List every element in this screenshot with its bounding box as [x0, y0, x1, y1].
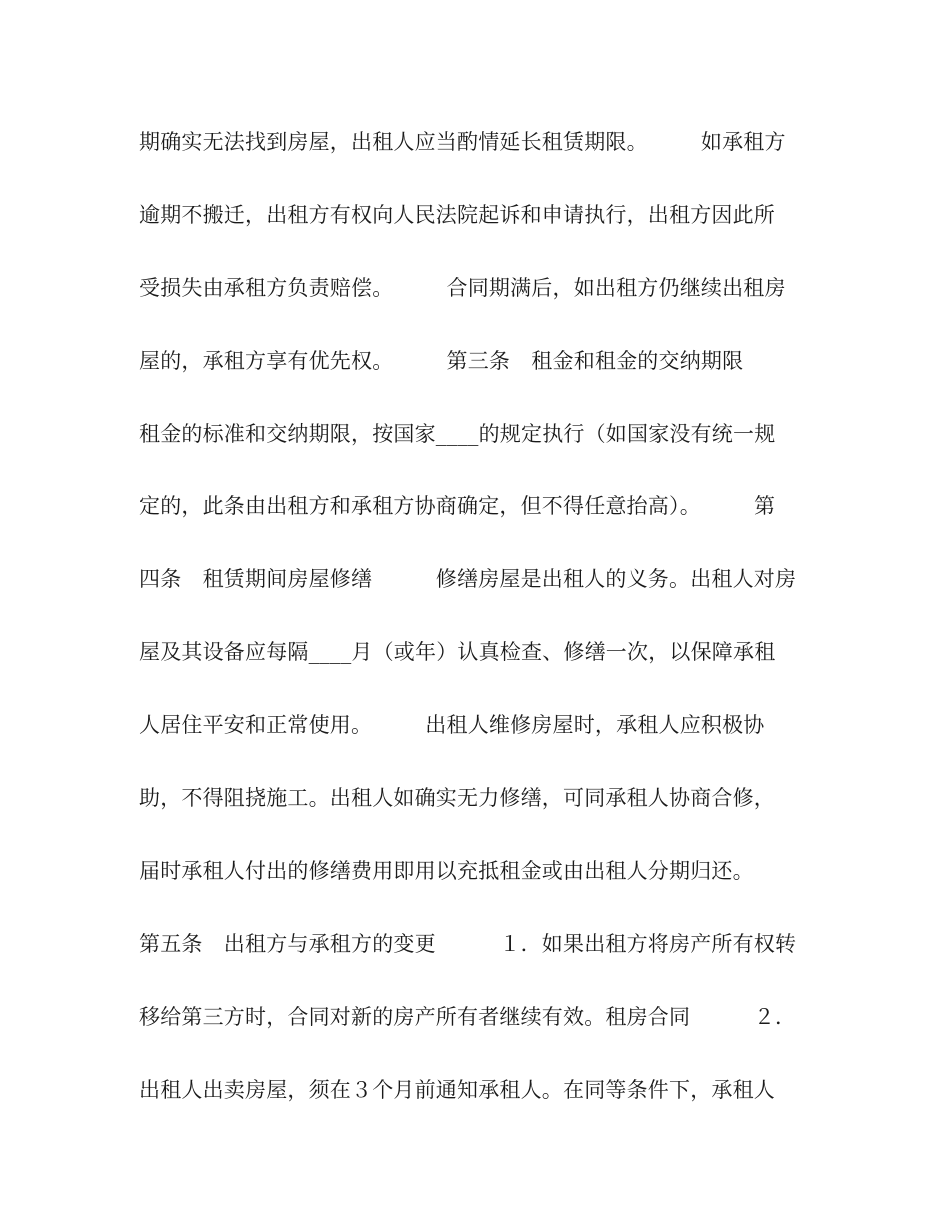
text-line: 屋及其设备应每隔____月（或年）认真检查、修缮一次，以保障承租 — [139, 640, 776, 665]
contract-body-text — [139, 122, 799, 1142]
text-line: 期确实无法找到房屋，出租人应当酌情延长租赁期限。 如承租方 — [139, 130, 786, 154]
text-line: 四条 租赁期间房屋修缮 修缮房屋是出租人的义务。出租人对房 — [139, 567, 797, 592]
text-line: 受损失由承租方负责赔偿。 合同期满后，如出租方仍继续出租房 — [139, 275, 786, 300]
text-line: 移给第三方时，合同对新的房产所有者继续有效。租房合同 ２． — [139, 1004, 797, 1029]
text-line: 屋的，承租方享有优先权。 第三条 租金和租金的交纳期限 — [139, 348, 744, 373]
text-line: 租金的标准和交纳期限，按国家____的规定执行（如国家没有统一规 — [139, 421, 776, 446]
text-line: 出租人出卖房屋，须在３个月前通知承租人。在同等条件下，承租人 — [139, 1077, 775, 1102]
text-line: 逾期不搬迁，出租方有权向人民法院起诉和申请执行，出租方因此所 — [139, 202, 775, 227]
text-line: 定的，此条由出租方和承租方协商确定，但不得任意抬高）。 第 — [139, 494, 776, 519]
text-line: 助，不得阻挠施工。出租人如确实无力修缮，可同承租人协商合修， — [139, 786, 775, 811]
text-line: 届时承租人付出的修缮费用即用以充抵租金或由出租人分期归还。 — [139, 858, 754, 883]
text-line: 第五条 出租方与承租方的变更 １．如果出租方将房产所有权转 — [139, 931, 797, 956]
text-line: 人居住平安和正常使用。 出租人维修房屋时，承租人应积极协 — [139, 713, 765, 738]
